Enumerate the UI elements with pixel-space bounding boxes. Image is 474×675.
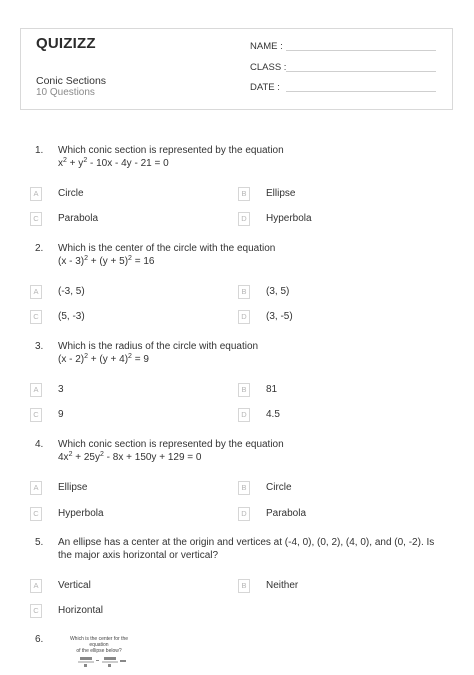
question-number: 5. bbox=[35, 537, 44, 548]
equation: $4x^2 + 25y^2 - 8x + 150y + 129 = 0$ bbox=[58, 450, 202, 463]
question-text: An ellipse has a center at the origin and vertices at (-4, 0), (0, 2), (4, 0), and (0, -2). Is the major axis horizontal or vertical? bbox=[58, 537, 435, 561]
question-text: Which conic section is represented by the equation $x^2 + y^2 - 10x - 4y - 21 = 0$ bbox=[58, 145, 438, 170]
worksheet-title: Conic Sections bbox=[36, 75, 107, 87]
question-number: 4. bbox=[35, 439, 44, 450]
date-label: DATE : bbox=[250, 82, 280, 93]
question-number: 3. bbox=[35, 341, 44, 352]
class-line bbox=[286, 71, 436, 72]
question-6-figure bbox=[60, 636, 140, 668]
option-letter: A bbox=[30, 579, 42, 593]
class-label: CLASS : bbox=[250, 62, 287, 73]
date-field[interactable] bbox=[250, 82, 280, 93]
option-letter: D bbox=[238, 408, 250, 422]
equation: $x^2 + y^2 - 10x - 4y - 21 = 0$ bbox=[58, 156, 169, 169]
option-letter: B bbox=[238, 285, 250, 299]
option-letter: C bbox=[30, 408, 42, 422]
option-letter: D bbox=[238, 507, 250, 521]
name-label: NAME : bbox=[250, 41, 283, 52]
name-field[interactable] bbox=[250, 41, 283, 52]
class-field[interactable] bbox=[250, 62, 286, 73]
worksheet-header bbox=[20, 28, 453, 110]
option-letter: C bbox=[30, 310, 42, 324]
equation: $(x - 3)^2 + (y + 5)^2 = 16$ bbox=[58, 254, 155, 267]
option-letter: D bbox=[238, 310, 250, 324]
question-number: 2. bbox=[35, 243, 44, 254]
figure-caption: Which is the center for the equation of the ellipse below? bbox=[69, 636, 129, 654]
option-letter: D bbox=[238, 212, 250, 226]
quizizz-logo: QUIZIZZ bbox=[36, 35, 96, 52]
equation: $(x - 2)^2 + (y + 4)^2 = 9$ bbox=[58, 352, 149, 365]
option-letter: A bbox=[30, 187, 42, 201]
option-letter: C bbox=[30, 604, 42, 618]
question-count: 10 Questions bbox=[36, 87, 95, 98]
name-line bbox=[286, 50, 436, 51]
date-line bbox=[286, 91, 436, 92]
question-number: 1. bbox=[35, 145, 44, 156]
option-letter: A bbox=[30, 481, 42, 495]
option-letter: C bbox=[30, 507, 42, 521]
question-text: Which is the radius of the circle with equation $(x - 2)^2 + (y + 4)^2 = 9$ bbox=[58, 341, 438, 366]
option-letter: B bbox=[238, 383, 250, 397]
option-letter: B bbox=[238, 187, 250, 201]
option-letter: B bbox=[238, 481, 250, 495]
question-number: 6. bbox=[35, 634, 44, 645]
ellipse-equation-image bbox=[60, 654, 140, 670]
question-text: Which conic section is represented by the equation $4x^2 + 25y^2 - 8x + 150y + 129 = 0$ bbox=[58, 439, 438, 464]
question-text: Which is the center of the circle with the equation $(x - 3)^2 + (y + 5)^2 = 16$ bbox=[58, 243, 438, 268]
option-letter: A bbox=[30, 285, 42, 299]
option-letter: A bbox=[30, 383, 42, 397]
option-letter: B bbox=[238, 579, 250, 593]
option-letter: C bbox=[30, 212, 42, 226]
